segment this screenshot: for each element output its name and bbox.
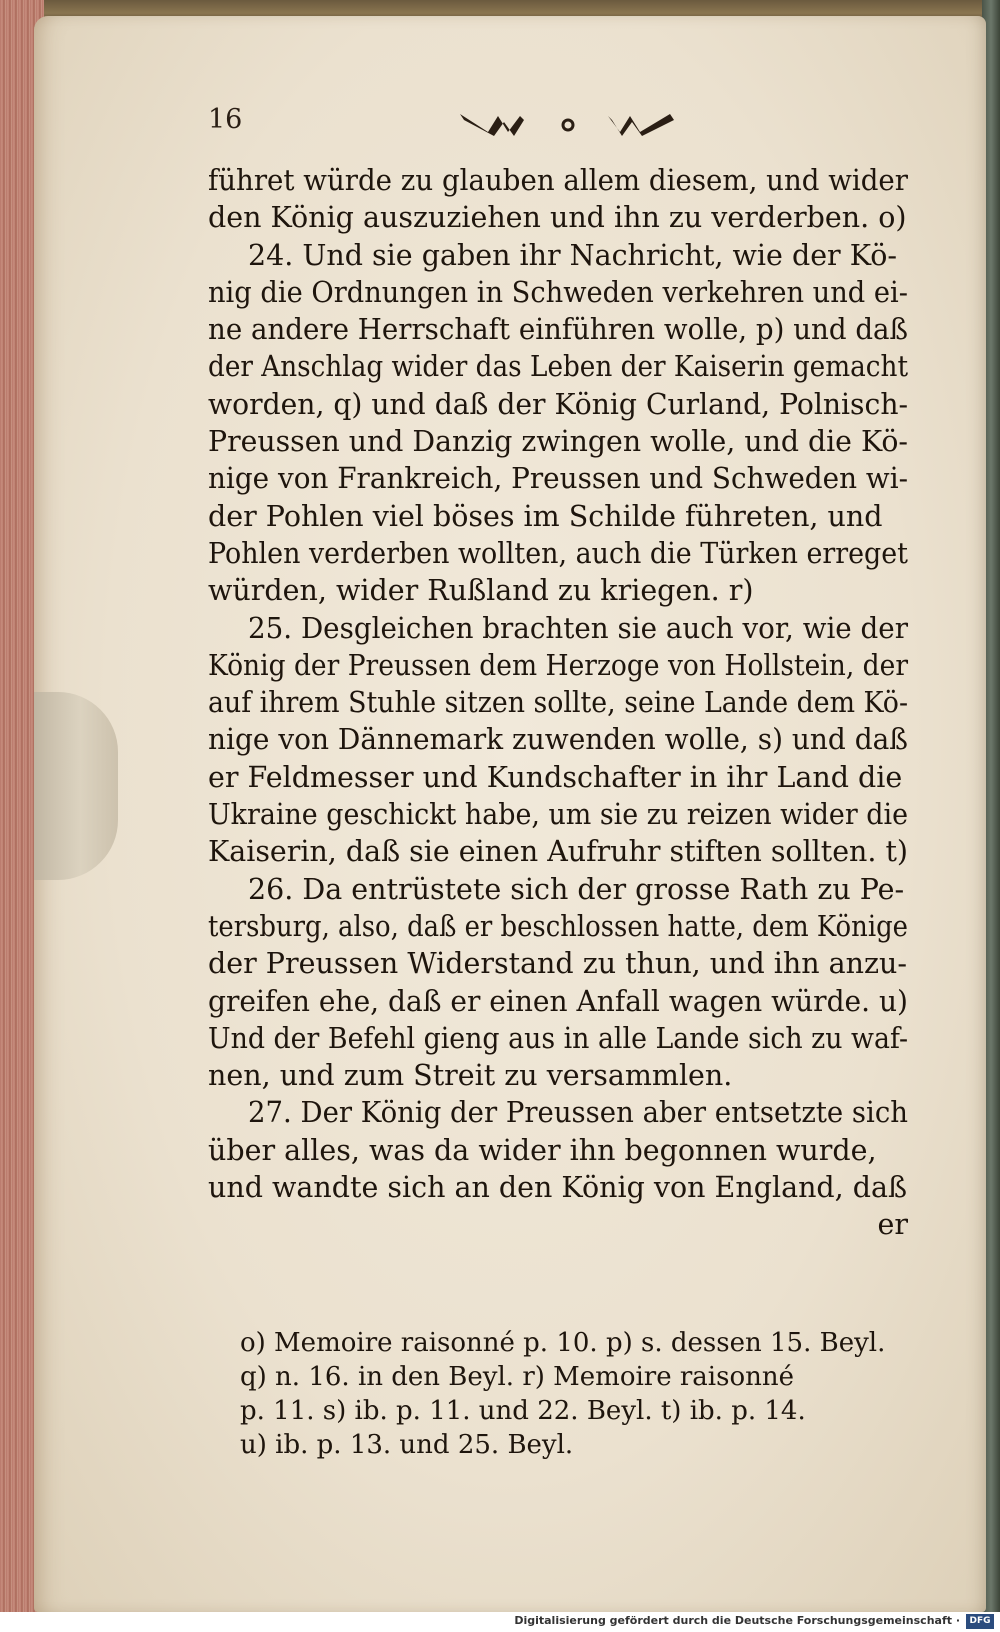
text-line: nen, und zum Streit zu versammlen. bbox=[208, 1059, 733, 1093]
text-line: der Pohlen viel böses im Schilde führeten, und bbox=[208, 499, 883, 533]
text-line: worden, q) und daß der König Curland, Polnisch- bbox=[208, 387, 908, 421]
footnote-line: q) n. 16. in den Beyl. r) Memoire raisonné bbox=[240, 1362, 794, 1392]
text-line: führet würde zu glauben allem diesem, und wider bbox=[208, 164, 908, 197]
body-text bbox=[208, 162, 908, 1244]
footnotes bbox=[240, 1326, 930, 1462]
text-line: und wandte sich an den König von England, daß bbox=[208, 1171, 908, 1205]
text-line: 24. Und sie gaben ihr Nachricht, wie der Kö- bbox=[248, 238, 898, 272]
text-line: nig die Ordnungen in Schweden verkehren und ei- bbox=[208, 275, 908, 309]
footer-credit: Digitalisierung gefördert durch die Deutsche Forschungsgemeinschaft · bbox=[514, 1614, 960, 1627]
text-line: König der Preussen dem Herzoge von Hollstein, der bbox=[208, 648, 908, 682]
catchword: er bbox=[877, 1208, 908, 1242]
text-line: Und der Befehl gieng aus in alle Lande sich zu waf- bbox=[208, 1021, 908, 1055]
text-line: Pohlen verderben wollten, auch die Türken erreget bbox=[208, 536, 908, 570]
text-line: würden, wider Rußland zu kriegen. r) bbox=[208, 574, 754, 608]
footnote-line: o) Memoire raisonné p. 10. p) s. dessen 15. Beyl. bbox=[240, 1328, 886, 1358]
text-line: nige von Frankreich, Preussen und Schweden wi- bbox=[208, 462, 908, 496]
text-line: der Preussen Widerstand zu thun, und ihn anzu- bbox=[208, 947, 908, 981]
header-ornament bbox=[458, 108, 678, 140]
text-line: den König auszuziehen und ihn zu verderben. o) bbox=[208, 201, 907, 235]
text-line: Preussen und Danzig zwingen wolle, und die Kö- bbox=[208, 425, 908, 459]
page-number: 16 bbox=[208, 104, 243, 135]
text-line: 26. Da entrüstete sich der grosse Rath zu Pe- bbox=[248, 872, 905, 906]
page-clip bbox=[34, 692, 118, 880]
text-line: 27. Der König der Preussen aber entsetzte sich bbox=[248, 1096, 908, 1130]
text-line: er Feldmesser und Kundschafter in ihr Land die bbox=[208, 760, 903, 794]
footnote-line: u) ib. p. 13. und 25. Beyl. bbox=[240, 1430, 574, 1460]
text-line: der Anschlag wider das Leben der Kaiserin gemacht bbox=[208, 350, 908, 384]
text-line: über alles, was da wider ihn begonnen wurde, bbox=[208, 1133, 877, 1167]
text-line: Kaiserin, daß sie einen Aufruhr stiften sollten. t) bbox=[208, 835, 908, 869]
text-line: nige von Dännemark zuwenden wolle, s) und daß bbox=[208, 723, 908, 757]
dfg-logo: DFG bbox=[966, 1614, 994, 1629]
text-line: auf ihrem Stuhle sitzen sollte, seine Lande dem Kö- bbox=[208, 686, 908, 720]
text-line: Ukraine geschickt habe, um sie zu reizen wider die bbox=[208, 798, 908, 832]
text-line: tersburg, also, daß er beschlossen hatte, dem Könige bbox=[208, 909, 908, 943]
footnote-line: p. 11. s) ib. p. 11. und 22. Beyl. t) ib. p. 14. bbox=[240, 1396, 806, 1426]
text-line: ne andere Herrschaft einführen wolle, p) und daß bbox=[208, 313, 908, 347]
text-line: greifen ehe, daß er einen Anfall wagen würde. u) bbox=[208, 984, 908, 1018]
text-line: 25. Desgleichen brachten sie auch vor, wie der bbox=[248, 611, 908, 645]
